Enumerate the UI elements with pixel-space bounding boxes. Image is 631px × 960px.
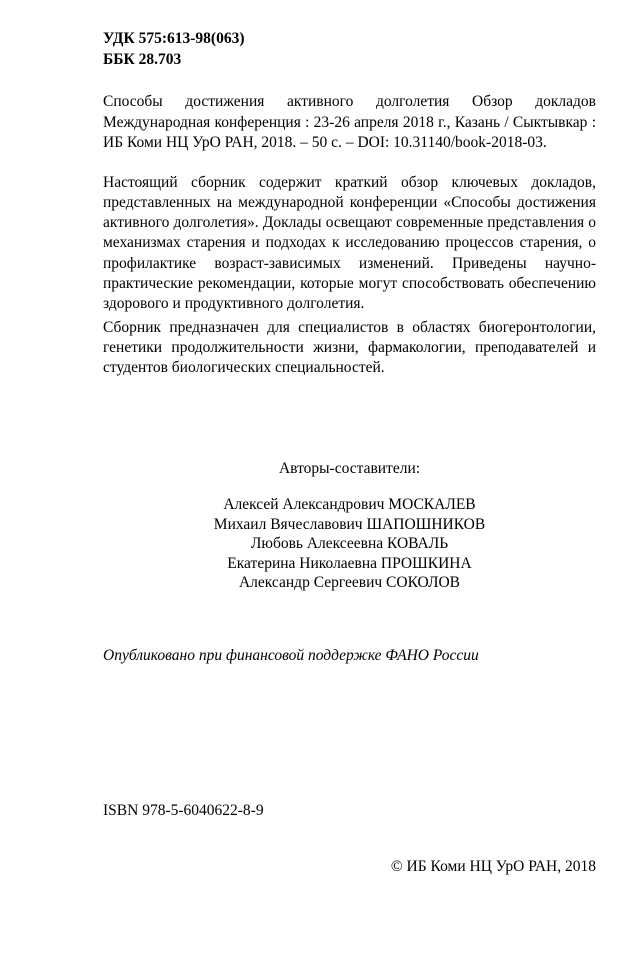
bbk-code: ББК 28.703 (103, 51, 182, 68)
copyright-notice: © ИБ Коми НЦ УрО РАН, 2018 (390, 858, 596, 875)
udk-code: УДК 575:613-98(063) (103, 30, 245, 47)
authors-list (103, 495, 596, 593)
classification-codes (103, 28, 596, 70)
author-name: Михаил Вячеславович ШАПОШНИКОВ (213, 515, 486, 533)
author-name: Александр Сергеевич СОКОЛОВ (238, 574, 460, 592)
author-name: Любовь Алексеевна КОВАЛЬ (250, 535, 449, 553)
abstract-paragraph: Сборник предназначен для специалистов в областях биогеронтологии, генетики продолжительности жизни, фармакологии, преподавателей и студентов биологических специальностей. (103, 318, 596, 377)
author-name: Екатерина Николаевна ПРОШКИНА (227, 554, 472, 572)
isbn: ISBN 978-5-6040622-8-9 (103, 802, 264, 819)
authors-heading: Авторы-составители: (278, 460, 421, 477)
abstract-paragraph: Настоящий сборник содержит краткий обзор ключевых докладов, представленных на международной конференции «Способы достижения активного долголетия». Доклады освещают современные представления о механизмах старения и подходах к исследованию процессов старения, о профилактике возраст-зависимых изменений. Приведены научно-практические рекомендации, которые могут способствовать обеспечению здорового и продуктивного долголетия. (103, 173, 596, 313)
abstract (103, 173, 596, 379)
funding-note: Опубликовано при финансовой поддержке ФАНО России (103, 647, 479, 664)
author-name: Алексей Александрович МОСКАЛЕВ (223, 496, 476, 513)
bibliographic-description: Способы достижения активного долголетия Обзор докладов Международная конференция : 23-26 апреля 2018 г., Казань / Сыктывкар : ИБ Коми НЦ УрО РАН, 2018. – 50 с. – DOI: 10.31140/book-2018-03. (103, 93, 596, 151)
imprint-page (103, 28, 596, 875)
